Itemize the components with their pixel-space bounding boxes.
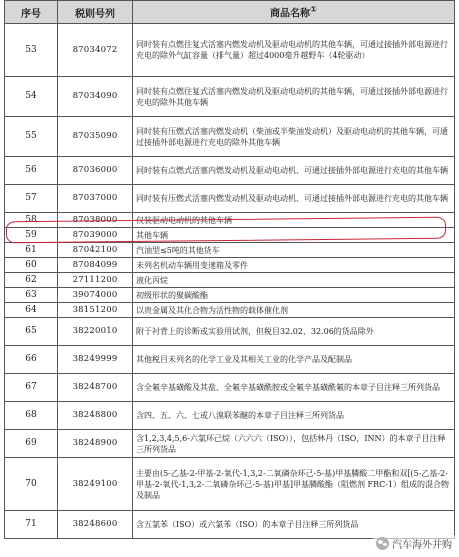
wechat-icon: [376, 537, 389, 550]
row-product-name: 以贵金属及其化合物为活性物的载体催化剂: [133, 303, 455, 318]
row-product-name: 同时装有压燃式活塞内燃发动机（柴油或半柴油发动机）及驱动电动机的其他车辆，可通过接插外部电源进行充电的除外其他车辆: [133, 117, 455, 157]
row-serial: 70: [5, 458, 58, 511]
row-serial: 53: [5, 24, 58, 77]
row-serial: 71: [5, 511, 58, 539]
table-row: [5, 402, 455, 430]
row-tariff-code: 27111200: [58, 273, 133, 288]
row-tariff-code: 38249100: [58, 458, 133, 511]
row-serial: 69: [5, 430, 58, 458]
row-tariff-code: 87042100: [58, 243, 133, 258]
tariff-table-wrapper: [4, 0, 454, 539]
row-tariff-code: 87037000: [58, 185, 133, 213]
table-row: [5, 258, 455, 273]
table-row: [5, 318, 455, 346]
row-tariff-code: 87039000: [58, 228, 133, 243]
row-serial: 65: [5, 318, 58, 346]
table-row: [5, 117, 455, 157]
row-serial: 68: [5, 402, 58, 430]
table-header-row: [5, 1, 455, 24]
watermark: [373, 535, 455, 552]
row-tariff-code: 38248600: [58, 511, 133, 539]
row-tariff-code: 87038000: [58, 213, 133, 228]
row-product-name: 附于衬背上的诊断或实验用试剂，但税目32.02、32.06的货品除外: [133, 318, 455, 346]
row-product-name: 初级形状的聚碳酸酯: [133, 288, 455, 303]
row-serial: 56: [5, 157, 58, 185]
row-tariff-code: 38249999: [58, 346, 133, 374]
row-serial: 57: [5, 185, 58, 213]
table-row: [5, 185, 455, 213]
table-row: [5, 374, 455, 402]
row-product-name: 同时装有点燃往复式活塞内燃发动机及驱动电动机的其他车辆，可通过接插外部电源进行充电的除外其他车辆: [133, 77, 455, 117]
row-product-name: 未列名机动车辆用变速箱及零件: [133, 258, 455, 273]
table-row: [5, 346, 455, 374]
header-product-name-label: 商品名称: [269, 8, 310, 20]
table-row: [5, 243, 455, 258]
table-row: [5, 77, 455, 117]
row-tariff-code: 87036000: [58, 157, 133, 185]
row-tariff-code: 38151200: [58, 303, 133, 318]
row-serial: 54: [5, 77, 58, 117]
row-tariff-code: 38220010: [58, 318, 133, 346]
row-product-name: 其他税目未列名的化学工业及其相关工业的化学产品及配制品: [133, 346, 455, 374]
table-row: [5, 288, 455, 303]
row-tariff-code: 87034072: [58, 24, 133, 77]
header-tariff-code: 税则号列: [58, 1, 133, 24]
row-serial: 55: [5, 117, 58, 157]
row-product-name: 主要由(5-乙基-2-甲基-2-氧代-1,3,2-二氧磷杂环己-5-基)甲基膦酸二甲酯和双[(5-乙基-2-甲基-2-氧代-1,3,2-二氧磷杂环己-5-基)甲基]甲基膦酸酯（阻燃剂 FRC-1）组成的混合物及制品: [133, 458, 455, 511]
table-row: [5, 273, 455, 288]
row-serial: 61: [5, 243, 58, 258]
row-serial: 60: [5, 258, 58, 273]
row-serial: 62: [5, 273, 58, 288]
row-serial: 64: [5, 303, 58, 318]
row-tariff-code: 87084099: [58, 258, 133, 273]
header-serial-number: 序号: [5, 1, 58, 24]
row-product-name: 同时装有点燃式活塞内燃发动机及驱动电动机、可通过接插外部电源进行充电的其他车辆: [133, 157, 455, 185]
row-product-name: 同时装有点燃往复式活塞内燃发动机及驱动电动机的其他车辆，可通过接插外部电源进行充电的除外气缸容量（排气量）超过4000毫升越野车（4轮驱动）: [133, 24, 455, 77]
table-row: [5, 157, 455, 185]
row-product-name: 仅装驱动电动机的其他车辆: [133, 213, 455, 228]
row-tariff-code: 38248700: [58, 374, 133, 402]
header-product-name: [133, 1, 455, 24]
row-tariff-code: 87035090: [58, 117, 133, 157]
row-tariff-code: 38248800: [58, 402, 133, 430]
table-row: [5, 228, 455, 243]
row-serial: 58: [5, 213, 58, 228]
row-product-name: 含1,2,3,4,5,6-六氯环己烷（六六六（ISO）），包括林丹（ISO，INN）的本章子目注释三所列货品: [133, 430, 455, 458]
table-row: [5, 303, 455, 318]
header-footnote-mark: ①: [309, 4, 318, 15]
table-row: [5, 458, 455, 511]
table-row-highlighted: [5, 213, 455, 228]
row-product-name: 同时装有压燃式活塞内燃发动机及驱动电动机、可通过接插外部电源进行充电的其他车辆: [133, 185, 455, 213]
row-product-name: 液化丙烷: [133, 273, 455, 288]
table-row: [5, 24, 455, 77]
row-product-name: 含全氟辛基磺酸及其盐、全氟辛基磺酰胺或全氟辛基磺酰氟的本章子目注释三所列货品: [133, 374, 455, 402]
row-serial: 67: [5, 374, 58, 402]
row-tariff-code: 38248900: [58, 430, 133, 458]
row-tariff-code: 87034090: [58, 77, 133, 117]
row-product-name: 含四、五、六、七或八溴联苯醚的本章子目注释三所列货品: [133, 402, 455, 430]
row-serial: 66: [5, 346, 58, 374]
row-product-name: 其他车辆: [133, 228, 455, 243]
row-product-name: 含五氯苯（ISO）或六氯苯（ISO）的本章子目注释三所列货品: [133, 511, 455, 539]
row-tariff-code: 39074000: [58, 288, 133, 303]
watermark-text: 汽车海外并购: [392, 540, 452, 551]
row-serial: 63: [5, 288, 58, 303]
row-product-name: 汽油型≤5吨的其他货车: [133, 243, 455, 258]
table-row: [5, 430, 455, 458]
tariff-table: [4, 0, 455, 539]
row-serial: 59: [5, 228, 58, 243]
